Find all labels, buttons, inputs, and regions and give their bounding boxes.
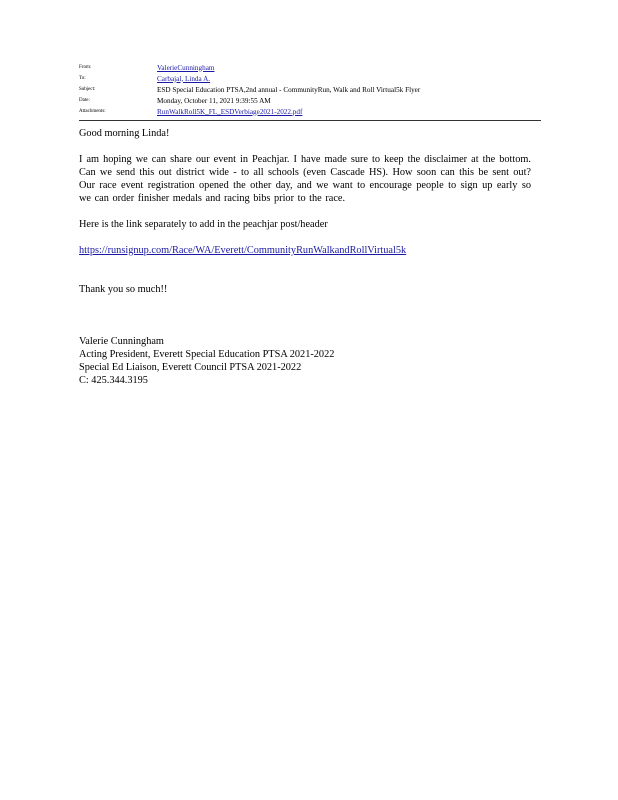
date-value: Monday, October 11, 2021 9:39:55 AM	[157, 96, 271, 105]
subject-label: Subject:	[79, 87, 96, 92]
from-link[interactable]: ValerieCunningham	[157, 63, 215, 72]
from-label: From:	[79, 65, 92, 70]
to-link[interactable]: Carbajal, Linda A.	[157, 74, 211, 83]
email-header	[79, 62, 541, 117]
race-link[interactable]: https://runsignup.com/Race/WA/Everett/CommunityRunWalkandRollVirtual5k	[79, 245, 407, 256]
header-date-row	[79, 95, 541, 106]
attachment-link[interactable]: RunWalkRoll5K_FL_ESDVerbiage2021-2022.pdf	[157, 107, 303, 116]
thanks-line: Thank you so much!!	[79, 284, 168, 295]
subject-value: ESD Special Education PTSA,2nd annual - CommunityRun, Walk and Roll Virtual5k Flyer	[157, 85, 421, 94]
header-to-row	[79, 73, 541, 84]
header-subject-row	[79, 84, 541, 95]
signature-title-2: Special Ed Liaison, Everett Council PTSA 2021-2022	[79, 362, 302, 373]
to-label: To:	[79, 76, 86, 81]
signature-phone: C: 425.344.3195	[79, 375, 148, 386]
attachments-label: Attachments:	[79, 109, 106, 114]
paragraph-link-intro: Here is the link separately to add in the peachjar post/header	[79, 219, 328, 230]
signature-title-1: Acting President, Everett Special Education PTSA 2021-2022	[79, 349, 335, 360]
date-label: Date:	[79, 98, 90, 103]
header-from-row	[79, 62, 541, 73]
header-divider	[79, 120, 541, 121]
paragraph-request: I am hoping we can share our event in Peachjar. I have made sure to keep the disclaimer at the bottom. Can we send this out district wide - to all schools (even Cascade HS). How soon can this be sent out? Our race event registration opened the other day, and we want to encourage people to sign up early so we can order finisher medals and racing bibs prior to the race.	[79, 154, 531, 204]
greeting: Good morning Linda!	[79, 128, 170, 139]
email-body	[79, 127, 531, 387]
signature-name: Valerie Cunningham	[79, 336, 164, 347]
header-attachments-row	[79, 106, 541, 117]
